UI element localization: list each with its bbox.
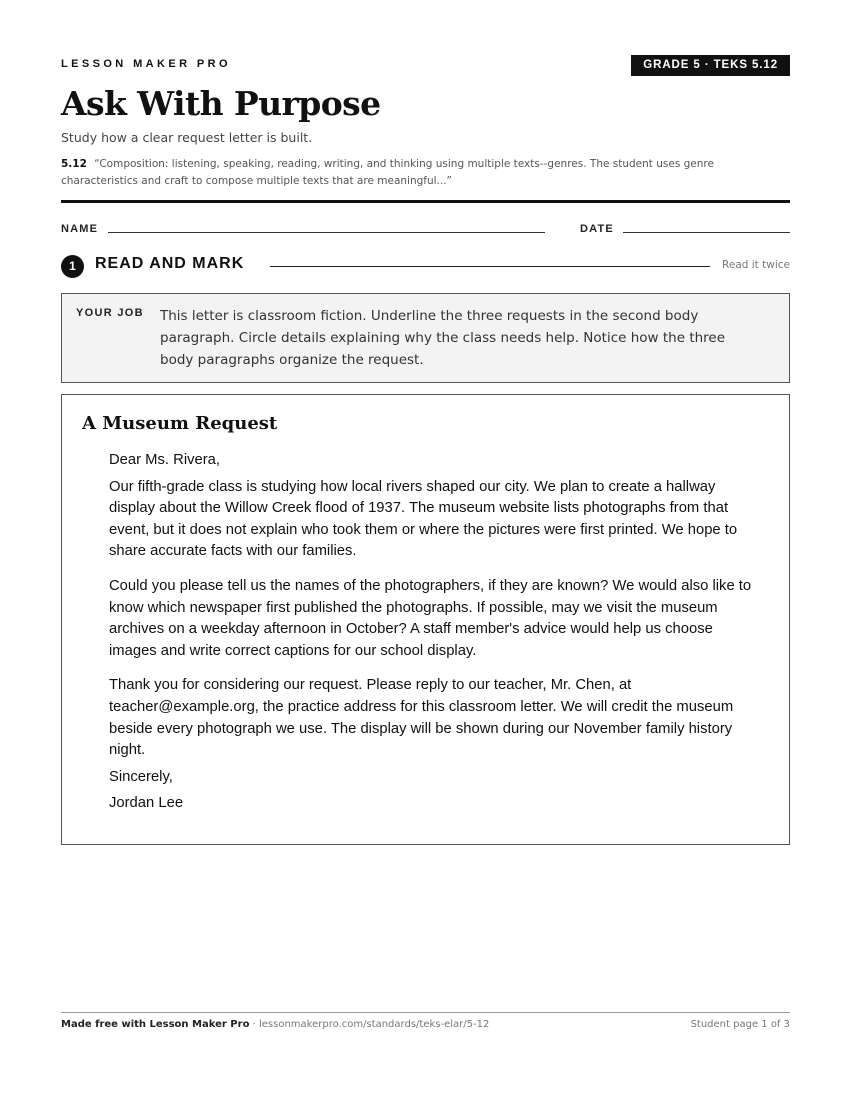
job-label: YOUR JOB (76, 307, 144, 319)
letter-body (109, 450, 764, 815)
letter-passage-box (61, 394, 790, 845)
job-text: This letter is classroom fiction. Underline the three requests in the second body paragraph. Circle details explaining why the class needs help. Notice how the three body paragraphs organize the request. (160, 308, 726, 368)
letter-paragraph-3: Thank you for considering our request. Please reply to our teacher, Mr. Chen, at teacher@example.org, the practice address for this classroom letter. We will credit the museum beside every photograph we use. The display will be shown during our November family history night. (109, 677, 734, 759)
section-note: Read it twice (722, 259, 790, 271)
footer-separator: · (252, 1019, 256, 1030)
standard-text: “Composition: listening, speaking, reading, writing, and thinking using multiple texts--genres. The student uses genre characteristics and craft to compose multiple texts that are meaningful...” (61, 158, 714, 187)
footer-divider (61, 1012, 790, 1013)
section-number-badge: 1 (61, 255, 84, 278)
job-instructions-box (61, 293, 790, 383)
date-field-line[interactable] (623, 232, 790, 233)
name-field-line[interactable] (108, 232, 545, 233)
letter-signature: Jordan Lee (109, 795, 184, 812)
letter-title: A Museum Request (82, 413, 278, 434)
standard-code: 5.12 (61, 158, 87, 170)
header-divider (61, 200, 790, 203)
page-title: Ask With Purpose (61, 84, 381, 123)
letter-greeting: Dear Ms. Rivera, (109, 452, 220, 468)
name-label: NAME (61, 223, 99, 235)
section-title: READ AND MARK (95, 255, 245, 272)
section-rule (270, 266, 710, 267)
footer-page-number: Student page 1 of 3 (690, 1019, 790, 1030)
brand-name: LESSON MAKER PRO (61, 58, 231, 70)
footer-made-with: Made free with Lesson Maker Pro (61, 1019, 250, 1030)
standard-description (61, 156, 761, 190)
letter-paragraph-1: Our fifth-grade class is studying how local rivers shaped our city. We plan to create a hallway display about the Willow Creek flood of 1937. The museum website lists photographs from that event, but it does not explain who took them or where the pictures were first printed. We hope to share accurate facts with our families. (109, 478, 738, 560)
footer-url[interactable]: lessonmakerpro.com/standards/teks-elar/5-12 (259, 1019, 490, 1030)
footer-credit (61, 1019, 489, 1030)
page-subtitle: Study how a clear request letter is built. (61, 130, 313, 145)
letter-paragraph-2: Could you please tell us the names of the photographers, if they are known? We would also like to know which newspaper first published the photographs. If possible, may we visit the museum archives on a weekday afternoon in October? A staff member's advice would help us choose images and write correct captions for our school display. (109, 577, 752, 659)
grade-badge: GRADE 5 · TEKS 5.12 (631, 55, 790, 76)
date-label: DATE (580, 223, 614, 235)
letter-closing: Sincerely, (109, 768, 173, 785)
